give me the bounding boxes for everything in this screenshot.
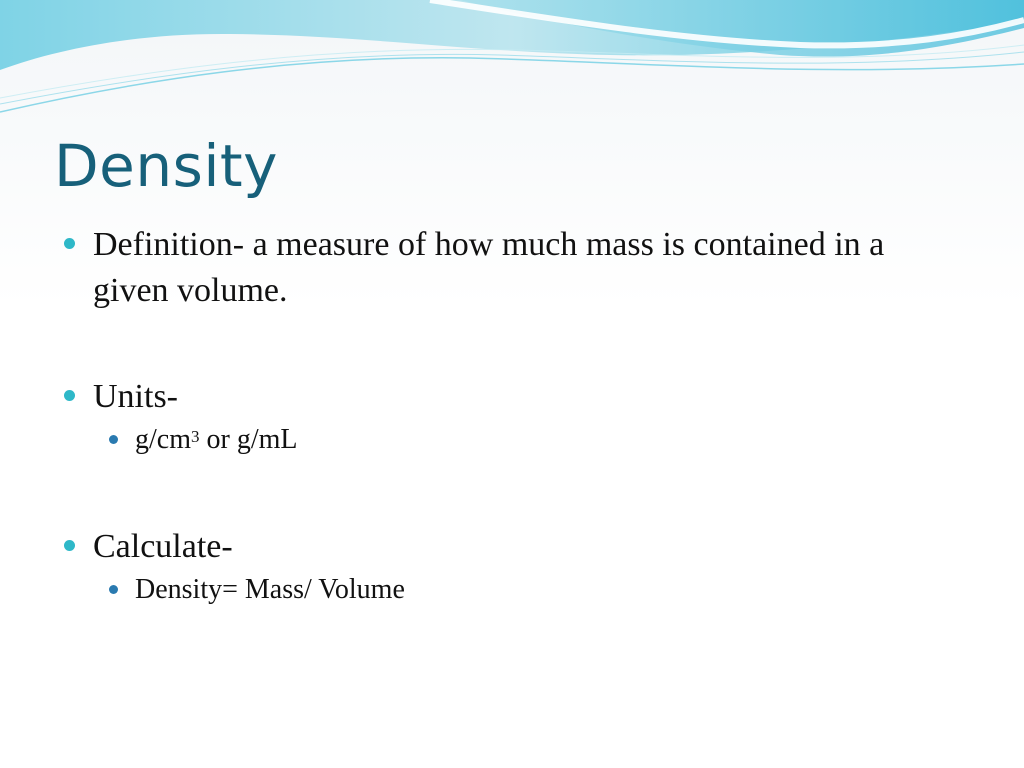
slide-title: Density [54, 132, 279, 200]
bullet-definition-text: Definition- a measure of how much mass is contained in a given volume. [93, 226, 885, 309]
sub-bullet-units-value [64, 420, 964, 460]
bullet-units [64, 374, 964, 420]
units-exponent: 3 [191, 427, 200, 446]
bullet-icon [64, 540, 75, 551]
bullet-icon [64, 238, 75, 249]
spacer [64, 460, 964, 524]
spacer [64, 314, 964, 374]
bullet-definition [64, 222, 964, 314]
bullet-units-text: Units- [93, 378, 178, 415]
bullet-icon [64, 390, 75, 401]
bullet-calculate [64, 524, 964, 570]
sub-bullet-formula [64, 570, 964, 610]
sub-bullet-icon [109, 435, 118, 444]
wave-header-decoration [0, 0, 1024, 120]
wave-line-1 [0, 58, 1024, 112]
units-unit-suffix: or g/mL [199, 424, 298, 455]
bullet-list [64, 222, 964, 610]
formula-text: Density= Mass/ Volume [135, 574, 405, 605]
units-unit-prefix: g/cm [135, 424, 191, 455]
sub-bullet-icon [109, 585, 118, 594]
bullet-calculate-text: Calculate- [93, 528, 233, 565]
